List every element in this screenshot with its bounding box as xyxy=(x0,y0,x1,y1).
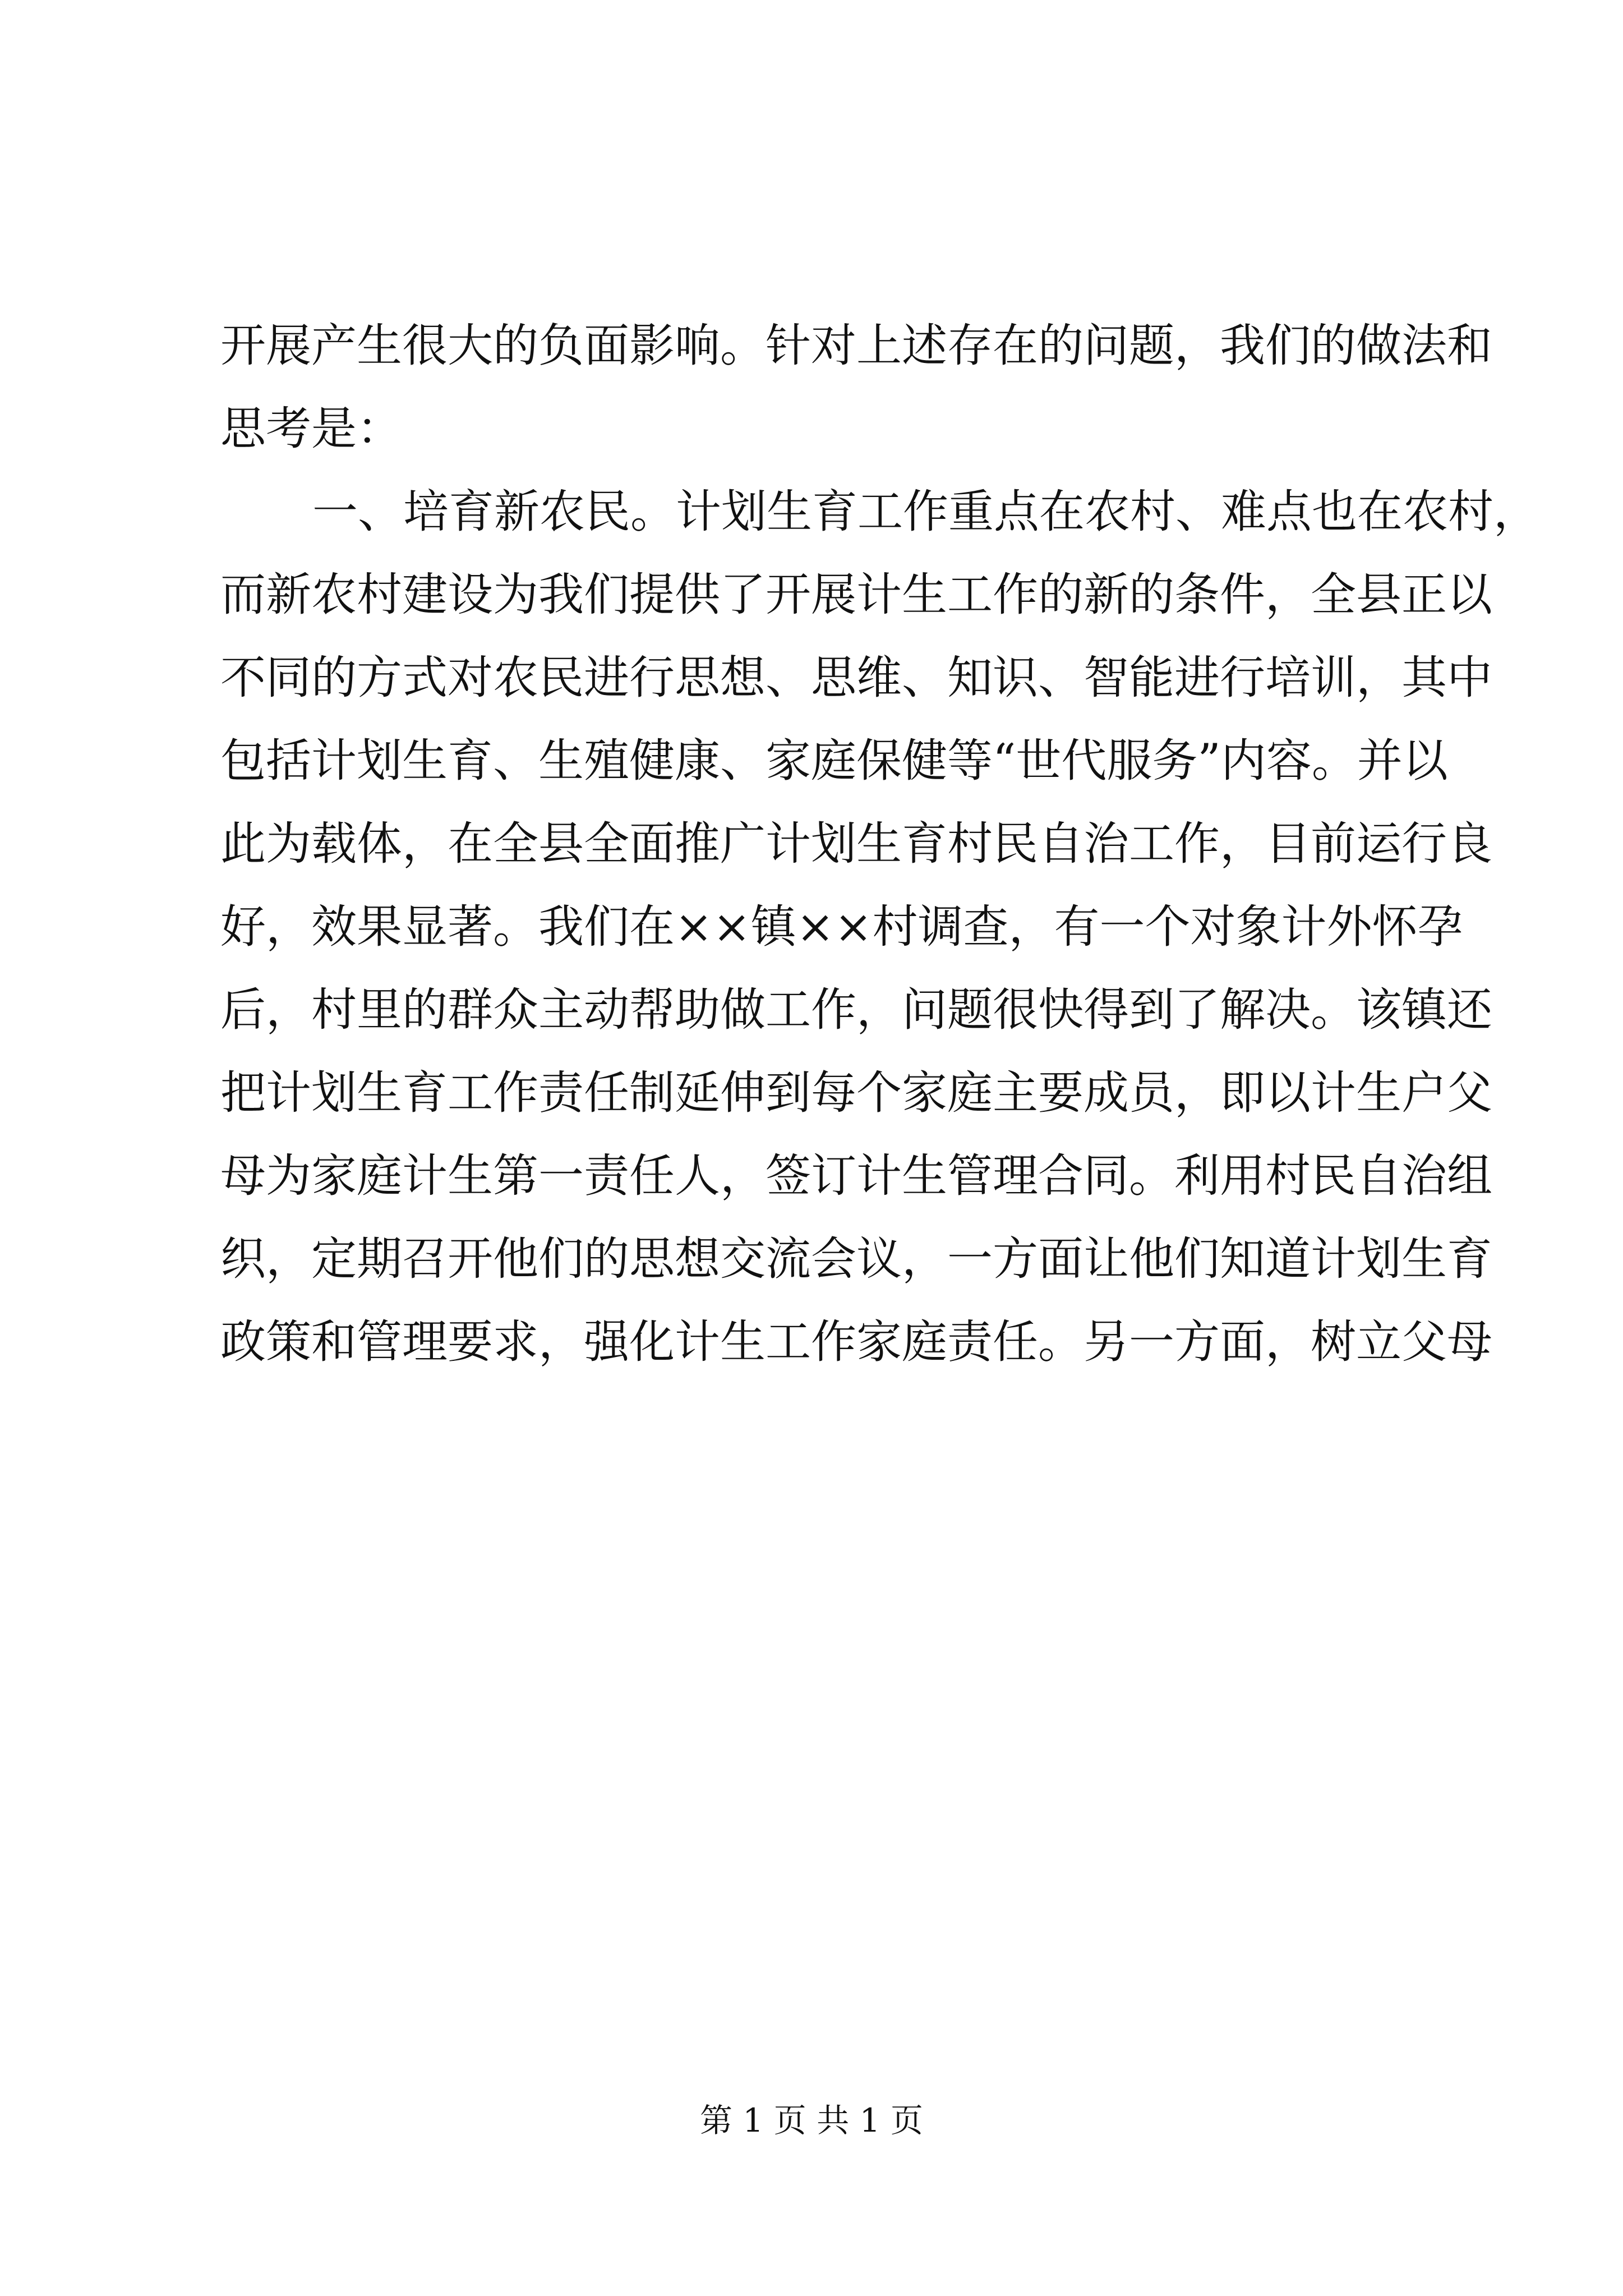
page-footer xyxy=(0,2098,1623,2143)
text-line: 织，定期召开他们的思想交流会议，一方面让他们知道计划生育 xyxy=(220,1233,1493,1286)
text-line: 思考是： xyxy=(220,403,403,455)
page-number-label: 第 1 页 共 1 页 xyxy=(700,2101,923,2139)
text-line: 母为家庭计生第一责任人，签订计生管理合同。利用村民自治组 xyxy=(220,1150,1493,1203)
paragraph-first-line: 一、培育新农民。计划生育工作重点在农村、难点也在农村， xyxy=(312,486,1539,539)
text-line: 政策和管理要求，强化计生工作家庭责任。另一方面，树立父母 xyxy=(220,1316,1493,1369)
text-line: 开展产生很大的负面影响。针对上述存在的问题，我们的做法和 xyxy=(220,320,1493,372)
text-line: 后，村里的群众主动帮助做工作，问题很快得到了解决。该镇还 xyxy=(220,984,1493,1037)
text-line: 而新农村建设为我们提供了开展计生工作的新的条件，全县正以 xyxy=(220,569,1493,622)
text-line: 此为载体，在全县全面推广计划生育村民自治工作，目前运行良 xyxy=(220,818,1493,871)
text-line: 好，效果显著。我们在××镇××村调查，有一个对象计外怀孕 xyxy=(220,901,1463,954)
text-line: 不同的方式对农民进行思想、思维、知识、智能进行培训，其中 xyxy=(220,652,1493,705)
document-body xyxy=(220,305,1539,1384)
text-line: 把计划生育工作责任制延伸到每个家庭主要成员，即以计生户父 xyxy=(220,1067,1493,1120)
text-line: 包括计划生育、生殖健康、家庭保健等“世代服务”内容。并以 xyxy=(220,735,1448,788)
